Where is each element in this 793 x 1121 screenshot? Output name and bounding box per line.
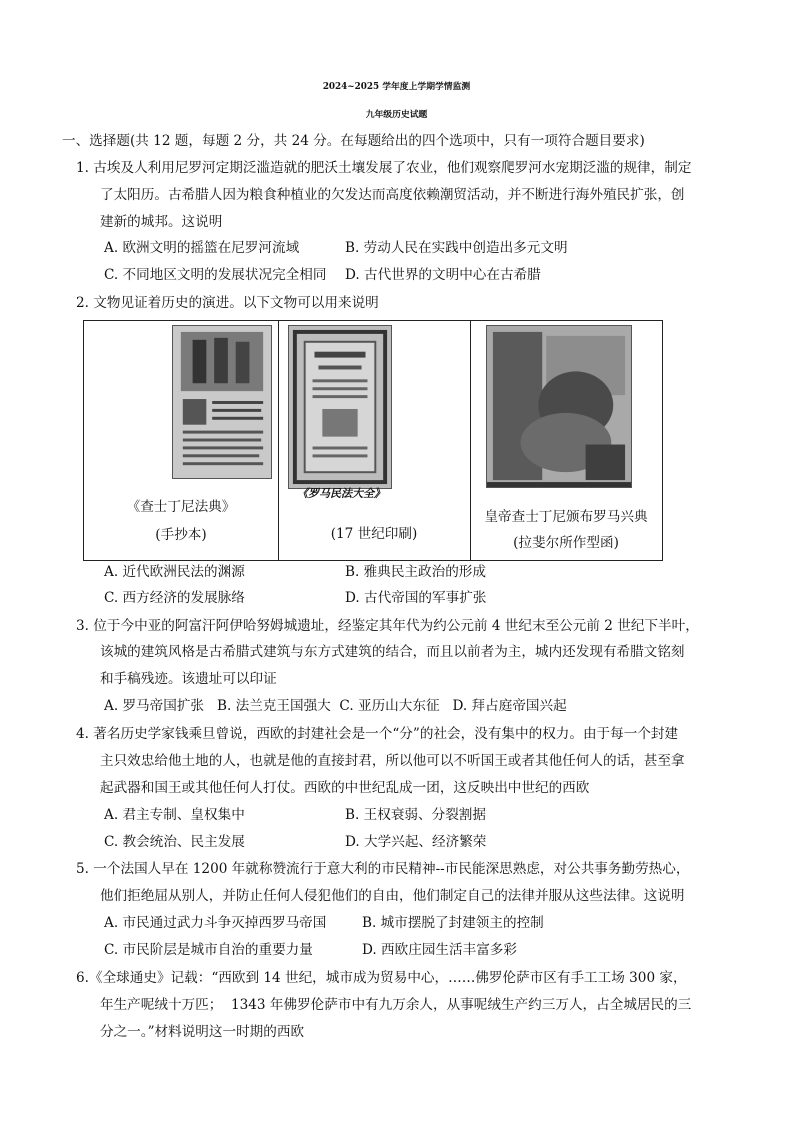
- q1-option-c: C. 不同地区文明的发展状况完全相同: [104, 267, 327, 283]
- q2-line1: 2. 文物见证着历史的演进。以下文物可以用来说明: [76, 295, 379, 311]
- q6-line3: 分之一。”材料说明这一时期的西欧: [100, 1024, 305, 1040]
- q4-option-c: C. 教会统治、民主发展: [104, 834, 245, 850]
- q1-line2: 了太阳历。古希腊人因为粮食种植业的欠发达而高度依赖潮贸活动，并不断进行海外殖民扩张，创: [100, 187, 685, 203]
- q4-line1: 4. 著名历史学家钱乘旦曾说，西欧的封建社会是一个“分”的社会，没有集中的权力。由于每一个封建: [76, 726, 679, 742]
- q2-option-d: D. 古代帝国的军事扩张: [345, 590, 487, 606]
- q1-option-b: B. 劳动人民在实践中创造出多元文明: [345, 240, 568, 256]
- q6-line1: 6.《全球通史》记载：“西欧到 14 世纪，城市成为贸易中心，……佛罗伦萨市区有手工工场 300 家，: [76, 970, 687, 986]
- q6-line2: 年生产呢绒十万匹； 1343 年佛罗伦萨市中有九万余人，从事呢绒生产约三万人，占全城居民的三: [100, 997, 692, 1013]
- q2-option-c: C. 西方经济的发展脉络: [104, 590, 245, 606]
- q4-line3: 起武器和国王或其他任何人打仗。西欧的中世纪乱成一团，这反映出中世纪的西欧: [100, 780, 590, 796]
- q4-line2: 主只效忠给他土地的人，也就是他的直接封君，所以他可以不听国王或者其他任何人的话，甚至拿: [100, 753, 685, 769]
- q5-option-a: A. 市民通过武力斗争灭掉西罗马帝国: [104, 915, 327, 931]
- figure2-inner-title: 《罗马民法大全》: [297, 487, 385, 500]
- q5-line1: 5. 一个法国人早在 1200 年就称赞流行于意大利的市民精神--市民能深思熟虑，对公共事务勤劳热心，: [76, 861, 690, 877]
- section-heading: 一、选择题(共 12 题，每题 2 分，共 24 分。在每题给出的四个选项中，只有一项符合题目要求): [62, 133, 645, 149]
- q4-option-b: B. 王权衰弱、分裂割据: [345, 807, 486, 823]
- q3-line2: 该城的建筑风格是古希腊式建筑与东方式建筑的结合，而且以前者为主，城内还发现有希腊文铭刻: [100, 644, 685, 660]
- q5-option-d: D. 西欧庄园生活丰富多彩: [362, 942, 517, 958]
- justinian-code-manuscript-image: [172, 325, 272, 479]
- artifact-figure-table: [83, 320, 663, 561]
- q2-option-b: B. 雅典民主政治的形成: [345, 564, 486, 580]
- q5-line2: 他们拒绝屈从别人，并防止任何人侵犯他们的自由，他们制定自己的法律并服从这些法律。这说明: [100, 888, 685, 904]
- raphael-fresco-image: [486, 325, 632, 488]
- q1-option-d: D. 古代世界的文明中心在古希腊: [345, 267, 541, 283]
- q3-line1: 3. 位于今中亚的阿富汗阿伊哈努姆城遗址，经鉴定其年代为约公元前 4 世纪末至公元前 2 世纪下半叶，: [76, 618, 699, 634]
- q1-line3: 建新的城邦。这说明: [100, 214, 223, 230]
- q4-option-a: A. 君主专制、皇权集中: [104, 807, 245, 823]
- q4-option-d: D. 大学兴起、经济繁荣: [345, 834, 487, 850]
- roman-civil-law-print-image: [288, 325, 392, 489]
- figure3-title: 皇帝查士丁尼颁布罗马兴典: [484, 509, 648, 525]
- q1-line1: 1. 古埃及人利用尼罗河定期泛滥造就的肥沃土壤发展了农业，他们观察爬罗河水宠期泛滥的规律，制定: [76, 160, 692, 176]
- q3-options: A. 罗马帝国扩张 B. 法兰克王国强大 C. 亚历山大东征 D. 拜占庭帝国兴起: [104, 698, 567, 714]
- figure1-subtitle: (手抄本): [155, 527, 207, 543]
- figure3-subtitle: (拉斐尔所作型函): [513, 535, 619, 551]
- figure2-subtitle: (17 世纪印刷): [330, 526, 418, 542]
- exam-title: 2024~2025 学年度上学期学情监测: [322, 82, 471, 92]
- q5-option-c: C. 市民阶层是城市自治的重要力量: [104, 942, 313, 958]
- q2-option-a: A. 近代欧洲民法的渊源: [104, 564, 245, 580]
- exam-subtitle: 九年级历史试题: [365, 110, 428, 120]
- q5-option-b: B. 城市摆脱了封建领主的控制: [362, 915, 544, 931]
- q3-line3: 和手稿残迹。该遗址可以印证: [100, 671, 277, 687]
- figure1-title: 《查士丁尼法典》: [126, 499, 236, 515]
- q1-option-a: A. 欧洲文明的摇篮在尼罗河流域: [104, 240, 300, 256]
